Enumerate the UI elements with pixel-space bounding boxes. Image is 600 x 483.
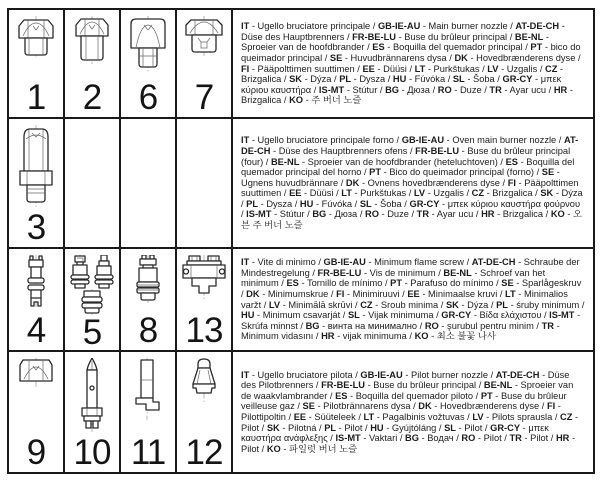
part-number: 2	[82, 78, 102, 117]
minimum-flame-screw-icon	[25, 255, 47, 309]
part-number: 9	[26, 433, 46, 472]
pilot-burner-nozzle-icon	[186, 358, 222, 402]
burner-nozzle-icon	[72, 16, 112, 64]
oven-burner-nozzle-icon	[14, 125, 58, 207]
part-number: 13	[185, 311, 223, 350]
part-number: 5	[82, 313, 102, 350]
pilot-burner-icon	[77, 358, 107, 432]
empty-part-cell	[121, 119, 175, 247]
minimum-flame-screws-icon	[68, 255, 116, 315]
part-cell	[9, 352, 63, 472]
part-cell	[9, 119, 63, 247]
burner-nozzle-icon	[128, 16, 168, 72]
description-text: IT - Ugello bruciatore principale / GB-IE-AU - Main burner nozzle / AT-DE-CH - Düse des Hauptbrenners / FR-BE-LU - Buse du brûleur principal / BE-NL - Sproeier van de hoofdbrander / ES - Boquilla del quemador principal / PT - bico do queimador principal / SE - Huvudbrännarens dysa / DK - Hovedbrænderens dyse / FI - Pääpolttimen suuttimen / EE - Düüsi / LT - Purkštukas / LV - Uzgalis / CZ - Brizgalica / SK - Dýza / PL - Dysza / HU - Fúvóka / SL - Šoba / GR-CY - μπεκ κύριου καυστήρα / IS-MT - Stútur / BG - Дюза / RO - Duze / TR - Ayar ucu / HR - Brizgalica / KO - 주 버너 노즐	[241, 21, 581, 106]
description-text: IT - Ugello bruciatore principale forno / GB-IE-AU - Oven main burner nozzle / AT-DE-CH - Düse des Hauptbrenners ofens / FR-BE-LU - Buse du brûleur principal (four) / BE-NL - Sproeier van de hoofdbrander (heteluchtoven) / ES - Boquilla del quemador principal del horno / PT - Bico do queimador principal (forno) / SE - Ugnens huvudbrännare / DK - Ovnens hovedbrænderens dyse / FI - Pääpolttimen suuttimen / EE - Düüsi / LT - Purkštukas / LV - Uzgalis / CZ - Brizgalica / SK - Dýza / PL - Dysza / HU - Fúvóka / SL - Šoba / GR-CY - μπεκ κύριου καυστήρα φούρνου / IS-MT - Stútur / BG - Дюза / RO - Duze / TR - Ayar ucu / HR - Brizgalica / KO - 오븐 주 버너 노즐	[241, 135, 583, 231]
part-cell	[65, 249, 119, 350]
part-number: 11	[130, 433, 166, 472]
part-number: 4	[26, 311, 46, 350]
part-number: 3	[26, 208, 46, 247]
description-text: IT - Ugello bruciatore pilota / GB-IE-AU - Pilot burner nozzle / AT-DE-CH - Düse des Pilotbrenners / FR-BE-LU - Buse du brûleur principal / BE-NL - Sproeier van de waakvlambrander / ES - Boquilla del quemador piloto / PT - Buse du brûleur veilleuse gaz / SE - Pilotbrännarens dysa / DK - Hovedbrænderens dyse / FI - Pilottipoltin / EE - Süüteleek / LT - Pagalbinis vožtuvas / LV - Pilots sprausla / CZ - Pilot / SK - Pilotná / PL - Pilot / HU - Gyújtóláng / SL - Pilot / GR-CY - μπεκ καυστήρα ανάφλεξης / IS-MT - Vaktari / BG - Водач / RO - Pilot / TR - Pilot / HR - Pilot / KO - 파일럿 버너 노즐	[241, 369, 579, 454]
part-cell	[9, 10, 63, 117]
part-number: 12	[185, 433, 223, 472]
description-cell	[233, 249, 593, 350]
pilot-burner-nozzle-icon	[17, 358, 55, 388]
part-cell	[177, 249, 231, 350]
part-cell	[177, 352, 231, 472]
part-number: 6	[138, 78, 158, 117]
minimum-flame-screw-icon	[180, 255, 228, 301]
description-text: IT - Vite di minimo / GB-IE-AU - Minimum flame screw / AT-DE-CH - Schraube der Mindestregelung / FR-BE-LU - Vis de minimum / BE-NL - Schroef van het minimum / ES - Tornillo de mínimo / PT - Parafuso do mínimo / SE - Sparlågeskruv / DK - Minimumskrue / FI - Minimiruuvi / EE - Minimaalse kruvi / LT - Minimalios varžt / LV - Minimālā skrūvi / CZ - Sroub minima / SK - Dýza / PL - śruby minimum / HU - Minimum csavarját / SL - Vijak minimuma / GR-CY - Βίδα ελάχιστου / IS-MT - Skrúfa minnst / BG - винта на минимално / RO - şurubul pentru minim / TR - Minimum vidasını / HR - vijak minimuma / KO - 최소 불꽃 나사	[241, 257, 585, 342]
part-number: 8	[138, 311, 158, 350]
part-cell	[65, 10, 119, 117]
description-cell	[233, 119, 593, 247]
part-cell	[9, 249, 63, 350]
description-cell	[233, 10, 593, 117]
part-cell	[121, 10, 175, 117]
minimum-flame-screw-icon	[135, 255, 161, 303]
empty-part-cell	[65, 119, 119, 247]
part-cell	[177, 10, 231, 117]
parts-table	[7, 8, 595, 474]
empty-part-cell	[177, 119, 231, 247]
description-cell	[233, 352, 593, 472]
part-cell	[121, 352, 175, 472]
part-number: 10	[73, 433, 111, 472]
part-number: 7	[194, 78, 214, 117]
part-number: 1	[26, 78, 46, 117]
burner-nozzle-icon	[182, 16, 226, 56]
pilot-burner-part-icon	[132, 358, 164, 420]
part-cell	[65, 352, 119, 472]
part-cell	[121, 249, 175, 350]
burner-nozzle-icon	[14, 16, 58, 58]
